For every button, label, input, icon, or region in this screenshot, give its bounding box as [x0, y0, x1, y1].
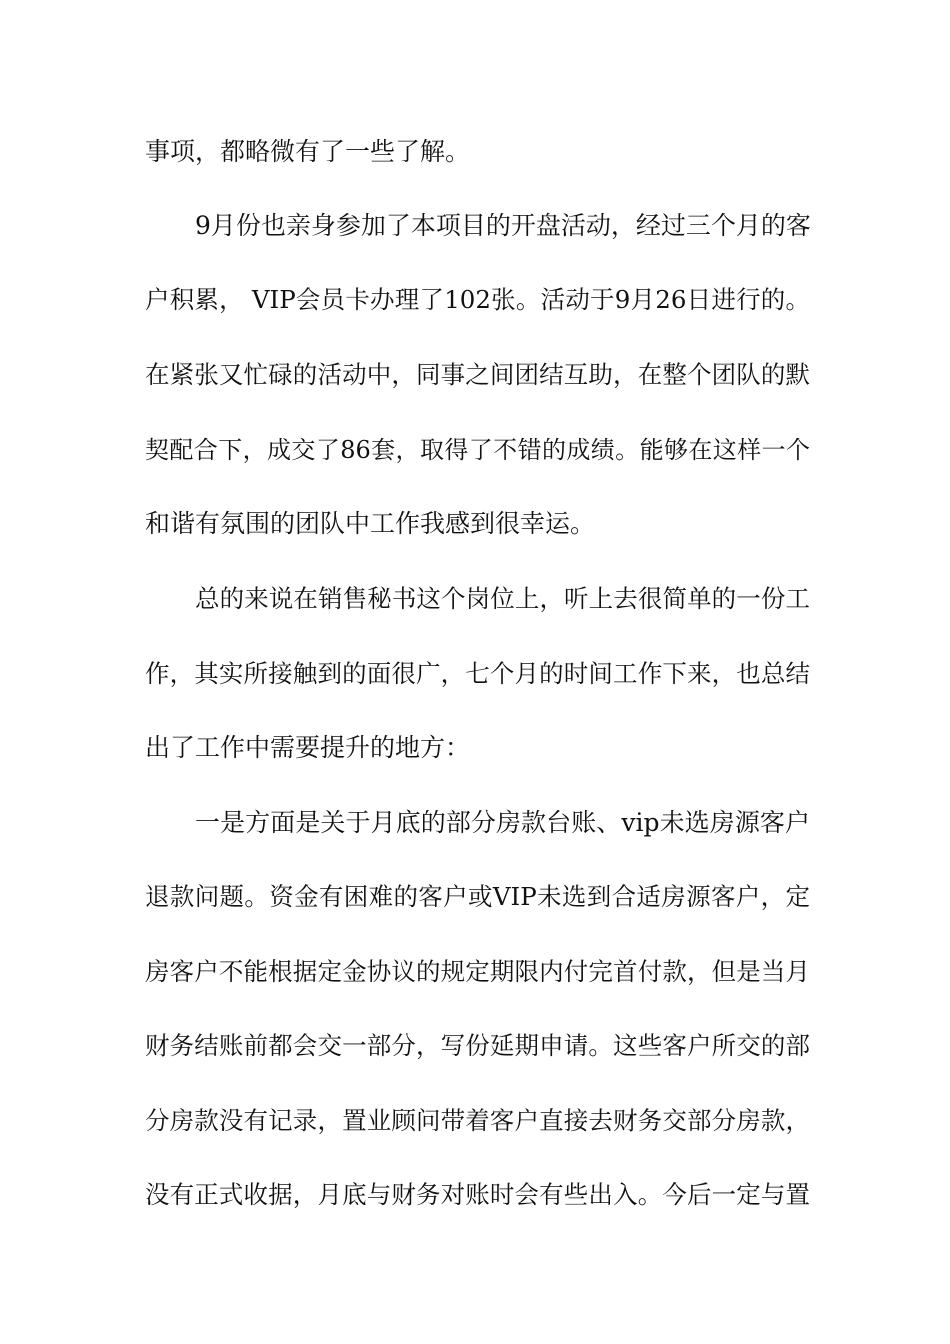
text-line: 房客户不能根据定金协议的规定期限内付完首付款，但是当月: [145, 957, 810, 986]
text-line: 契配合下，成交了86套，取得了不错的成绩。能够在这样一个: [145, 436, 810, 464]
text-line: 作，其实所接触到的面很广，七个月的时间工作下来，也总结: [145, 659, 810, 688]
text-line: 退款问题。资金有困难的客户或VIP未选到合适房源客户，定: [145, 882, 810, 911]
text-line: 财务结账前都会交一部分，写份延期申请。这些客户所交的部: [145, 1031, 810, 1060]
text-line: 事项，都略微有了一些了解。: [145, 137, 471, 166]
text-line: 总的来说在销售秘书这个岗位上，听上去很简单的一份工: [195, 584, 810, 613]
text-line: 分房款没有记录，置业顾问带着客户直接去财务交部分房款，: [145, 1106, 810, 1135]
text-line: 9月份也亲身参加了本项目的开盘活动，经过三个月的客: [195, 211, 811, 240]
text-line: 没有正式收据，月底与财务对账时会有些出入。今后一定与置: [145, 1180, 810, 1209]
text-line: 一是方面是关于月底的部分房款台账、vip未选房源客户: [195, 808, 810, 837]
text-line: 出了工作中需要提升的地方：: [145, 733, 471, 762]
text-line: 在紧张又忙碌的活动中，同事之间团结互助，在整个团队的默: [145, 360, 810, 389]
text-line: 户积累， VIP会员卡办理了102张。活动于9月26日进行的。: [145, 285, 810, 314]
text-line: 和谐有氛围的团队中工作我感到很幸运。: [145, 509, 596, 538]
